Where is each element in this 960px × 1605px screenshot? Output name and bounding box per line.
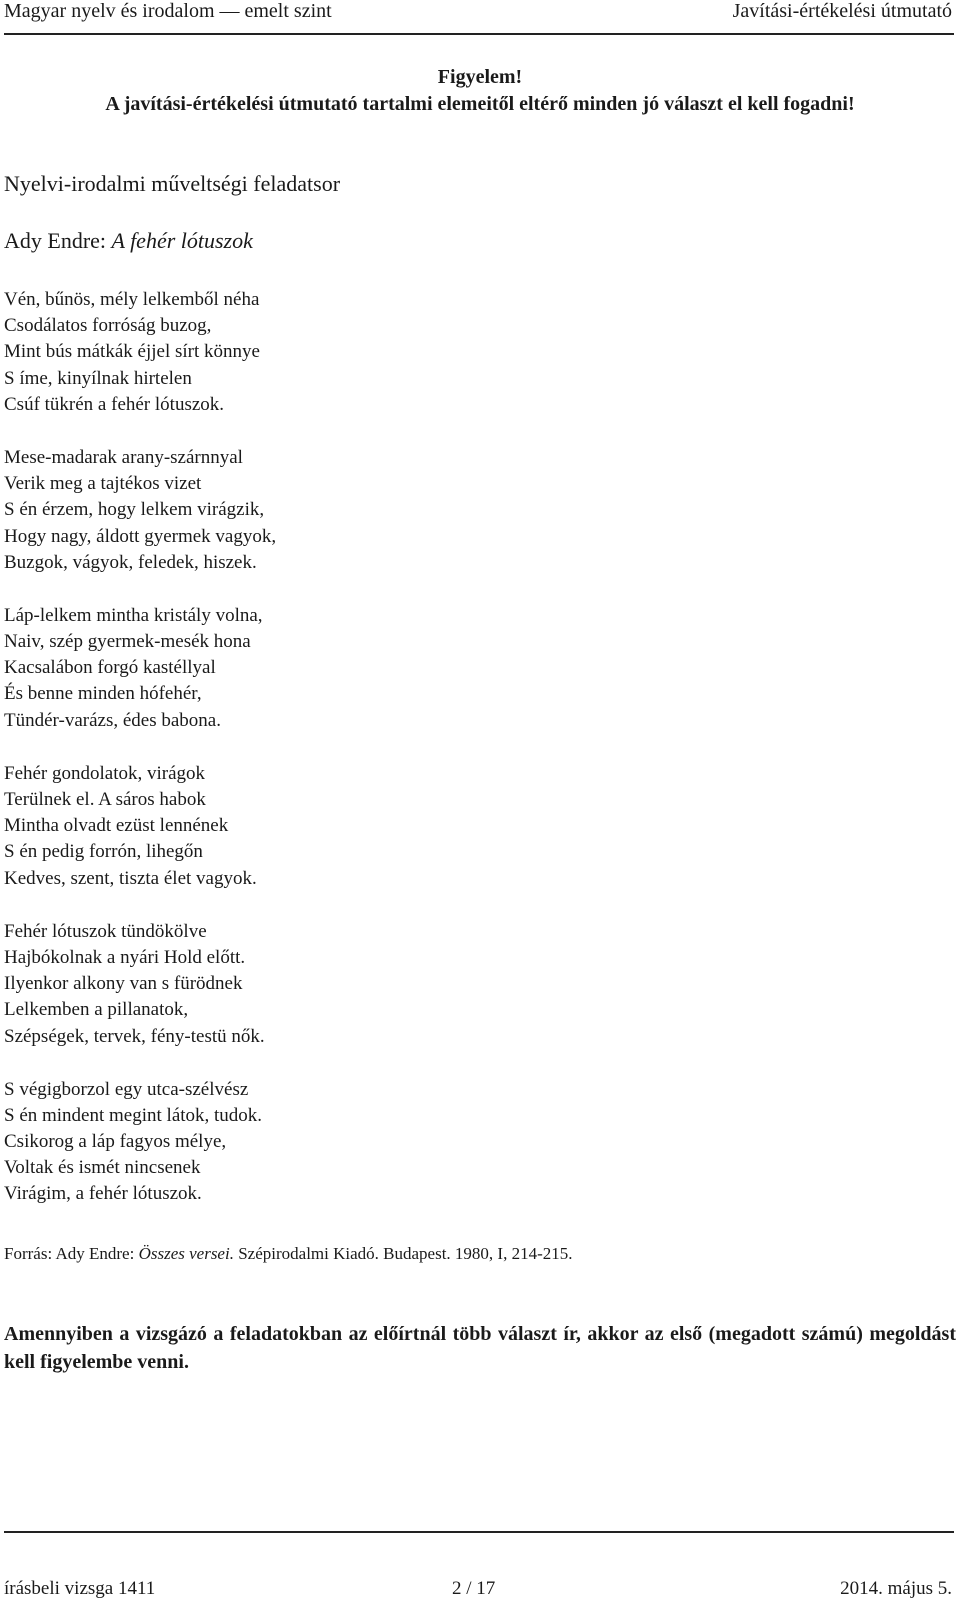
header-divider (4, 33, 954, 35)
header-exam-title: Magyar nyelv és irodalom — emelt szint (4, 0, 332, 22)
poem-heading (4, 228, 253, 254)
poem-line: Vén, bűnös, mély lelkemből néha (4, 289, 260, 310)
notice-block (0, 64, 960, 118)
poem-line: Verik meg a tajtékos vizet (4, 473, 202, 495)
notice-text: A javítási-értékelési útmutató tartalmi elemeitől eltérő minden jó választ el kell fogadni! (105, 93, 855, 115)
poem-line: Hajbókolnak a nyári Hold előtt. (4, 946, 246, 968)
poem-title: A fehér lótuszok (111, 228, 253, 253)
poem-line: Csúf tükrén a fehér lótuszok. (4, 393, 225, 415)
poem-line: Fehér gondolatok, virágok (4, 762, 206, 784)
poem-line: Mint bús mátkák éjjel sírt könnye (4, 341, 260, 363)
stanza (4, 287, 276, 418)
poem-line: És benne minden hófehér, (4, 683, 202, 705)
poem-line: Szépségek, tervek, fény-testü nők. (4, 1025, 265, 1047)
poem-line: S én érzem, hogy lelkem virágzik, (4, 499, 265, 521)
poem-line: S én mindent megint látok, tudok. (4, 1104, 263, 1126)
poem-line: S íme, kinyílnak hirtelen (4, 367, 192, 389)
poem-line: Csikorog a láp fagyos mélye, (4, 1131, 227, 1153)
poem-line: Buzgok, vágyok, feledek, hiszek. (4, 551, 257, 573)
footer-divider (4, 1531, 954, 1533)
poem-line: Kedves, szent, tiszta élet vagyok. (4, 867, 257, 889)
poem-line: Lelkemben a pillanatok, (4, 999, 189, 1021)
footer-date: 2014. május 5. (840, 1578, 952, 1599)
poem-line: Ilyenkor alkony van s fürödnek (4, 973, 243, 995)
poem-line: Kacsalábon forgó kastéllyal (4, 657, 216, 679)
poem-line: Mintha olvadt ezüst lennének (4, 815, 229, 837)
poem-line: Tündér-varázs, édes babona. (4, 709, 221, 731)
poem-body (4, 287, 276, 1235)
source-citation (4, 1244, 573, 1264)
poem-line: Csodálatos forróság buzog, (4, 315, 212, 337)
header-guide-title: Javítási-értékelési útmutató (732, 0, 952, 22)
poem-line: Naiv, szép gyermek-mesék hona (4, 631, 251, 653)
footer-page-number: 2 / 17 (452, 1578, 496, 1599)
poem-line: Fehér lótuszok tündökölve (4, 920, 207, 942)
poem-line: Mese-madarak arany-szárnnyal (4, 446, 243, 468)
section-title: Nyelvi-irodalmi műveltségi feladatsor (4, 171, 341, 196)
poem-line: S végigborzol egy utca-szélvész (4, 1078, 249, 1100)
source-publisher: Szépirodalmi Kiadó. Budapest. 1980, I, 214-215. (233, 1244, 573, 1263)
poem-line: Voltak és ismét nincsenek (4, 1157, 201, 1179)
stanza (4, 919, 276, 1050)
footer-exam-code: írásbeli vizsga 1411 (4, 1578, 156, 1599)
notice-heading: Figyelem! (437, 66, 523, 88)
poem-author: Ady Endre: (4, 228, 112, 253)
stanza (4, 761, 276, 892)
stanza (4, 445, 276, 576)
grading-rule: Amennyiben a vizsgázó a feladatokban az előírtnál több választ ír, akkor az első (megadott számú) megoldást kell figyelembe venni. (4, 1323, 956, 1373)
poem-line: Láp-lelkem mintha kristály volna, (4, 604, 263, 626)
poem-line: S én pedig forrón, lihegőn (4, 841, 203, 863)
stanza (4, 603, 276, 734)
source-book-title: Összes versei. (138, 1244, 234, 1263)
poem-line: Terülnek el. A sáros habok (4, 789, 206, 810)
source-prefix: Forrás: Ady Endre: (4, 1244, 139, 1263)
poem-line: Hogy nagy, áldott gyermek vagyok, (4, 525, 277, 547)
poem-line: Virágim, a fehér lótuszok. (4, 1183, 202, 1205)
stanza (4, 1077, 276, 1208)
